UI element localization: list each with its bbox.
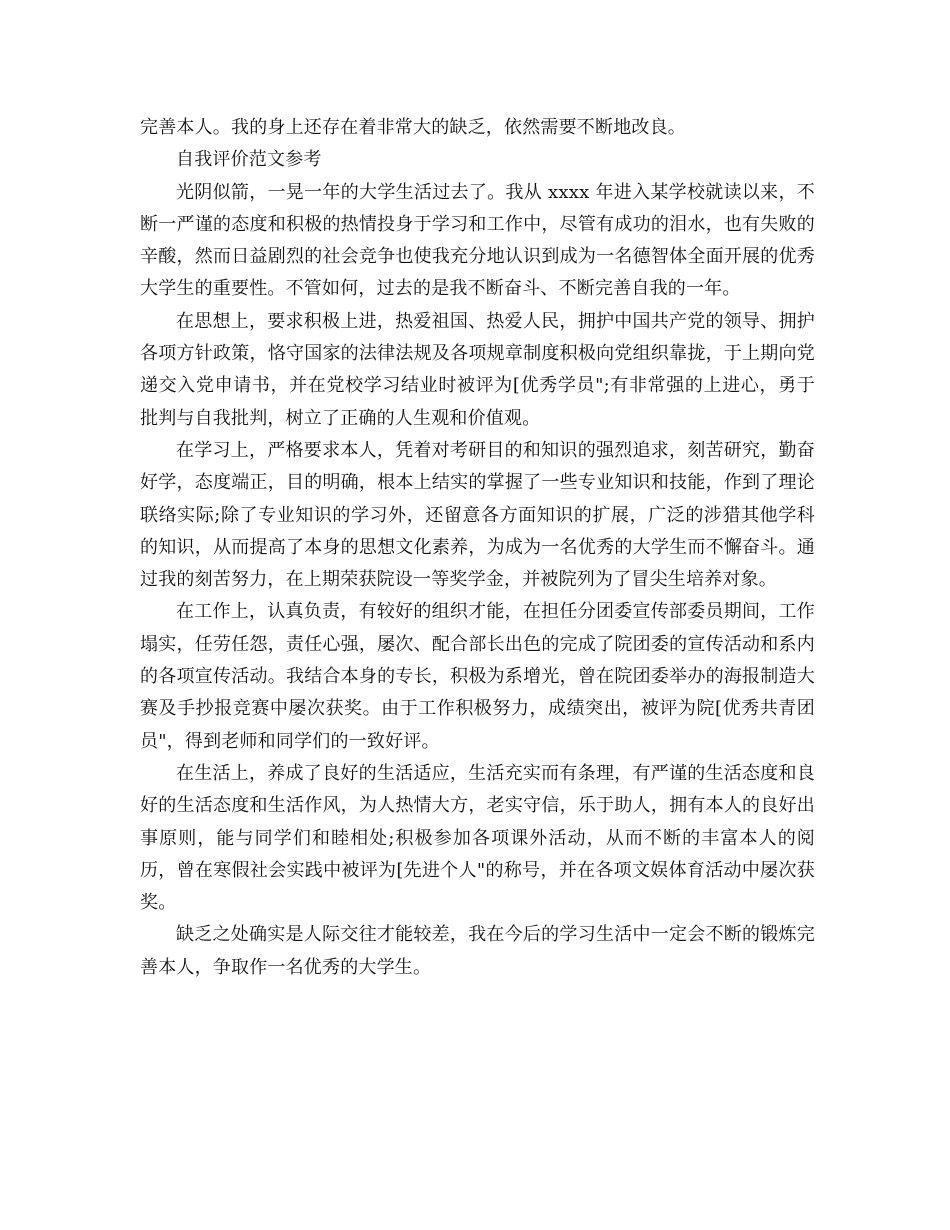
paragraph-shortcomings: 缺乏之处确实是人际交往才能较差，我在今后的学习生活中一定会不断的锻炼完善本人，争取作一名优秀的大学生。	[140, 924, 815, 978]
paragraph-life: 在生活上，养成了良好的生活适应，生活充实而有条理，有严谨的生活态度和良好的生活态度和生活作风，为人热情大方，老实守信，乐于助人，拥有本人的良好出事原则，能与同学们和睦相处;积极参加各项课外活动，从而不断的丰富本人的阅历，曾在寒假社会实践中被评为[先进个人"的称号，并在各项文娱体育活动中屡次获奖。	[140, 762, 815, 914]
paragraph-intro: 光阴似箭，一晃一年的大学生活过去了。我从 xxxx 年进入某学校就读以来，不断一严谨的态度和积极的热情投身于学习和工作中，尽管有成功的泪水，也有失败的辛酸，然而日益剧烈的社会竞争也使我充分地认识到成为一名德智体全面开展的优秀大学生的重要性。不管如何，过去的是我不断奋斗、不断完善自我的一年。	[140, 181, 815, 300]
document-body	[140, 112, 815, 984]
paragraph-work: 在工作上，认真负责，有较好的组织才能，在担任分团委宣传部委员期间，工作塌实，任劳任怨，责任心强，屡次、配合部长出色的完成了院团委的宣传活动和系内的各项宣传活动。我结合本身的专长，积极为系增光，曾在院团委举办的海报制造大赛及手抄报竞赛中屡次获奖。由于工作积极努力，成绩突出，被评为院[优秀共青团员"，得到老师和同学们的一致好评。	[140, 601, 815, 752]
continuation-paragraph: 完善本人。我的身上还存在着非常大的缺乏，依然需要不断地改良。	[140, 117, 686, 138]
paragraph-study: 在学习上，严格要求本人，凭着对考研目的和知识的强烈追求，刻苦研究，勤奋好学，态度端正，目的明确，根本上结实的掌握了一些专业知识和技能，作到了理论联络实际;除了专业知识的学习外，还留意各方面知识的扩展，广泛的涉猎其他学科的知识，从而提高了本身的思想文化素养，为成为一名优秀的大学生而不懈奋斗。通过我的刻苦努力，在上期荣获院设一等奖学金，并被院列为了冒尖生培养对象。	[140, 439, 815, 591]
section-title: 自我评价范文参考	[176, 149, 322, 171]
paragraph-ideology: 在思想上，要求积极上进，热爱祖国、热爱人民，拥护中国共产党的领导、拥护各项方针政策，恪守国家的法律法规及各项规章制度积极向党组织靠拢，于上期向党递交入党申请书，并在党校学习结业时被评为[优秀学员";有非常强的上进心，勇于批判与自我批判，树立了正确的人生观和价值观。	[140, 310, 815, 429]
